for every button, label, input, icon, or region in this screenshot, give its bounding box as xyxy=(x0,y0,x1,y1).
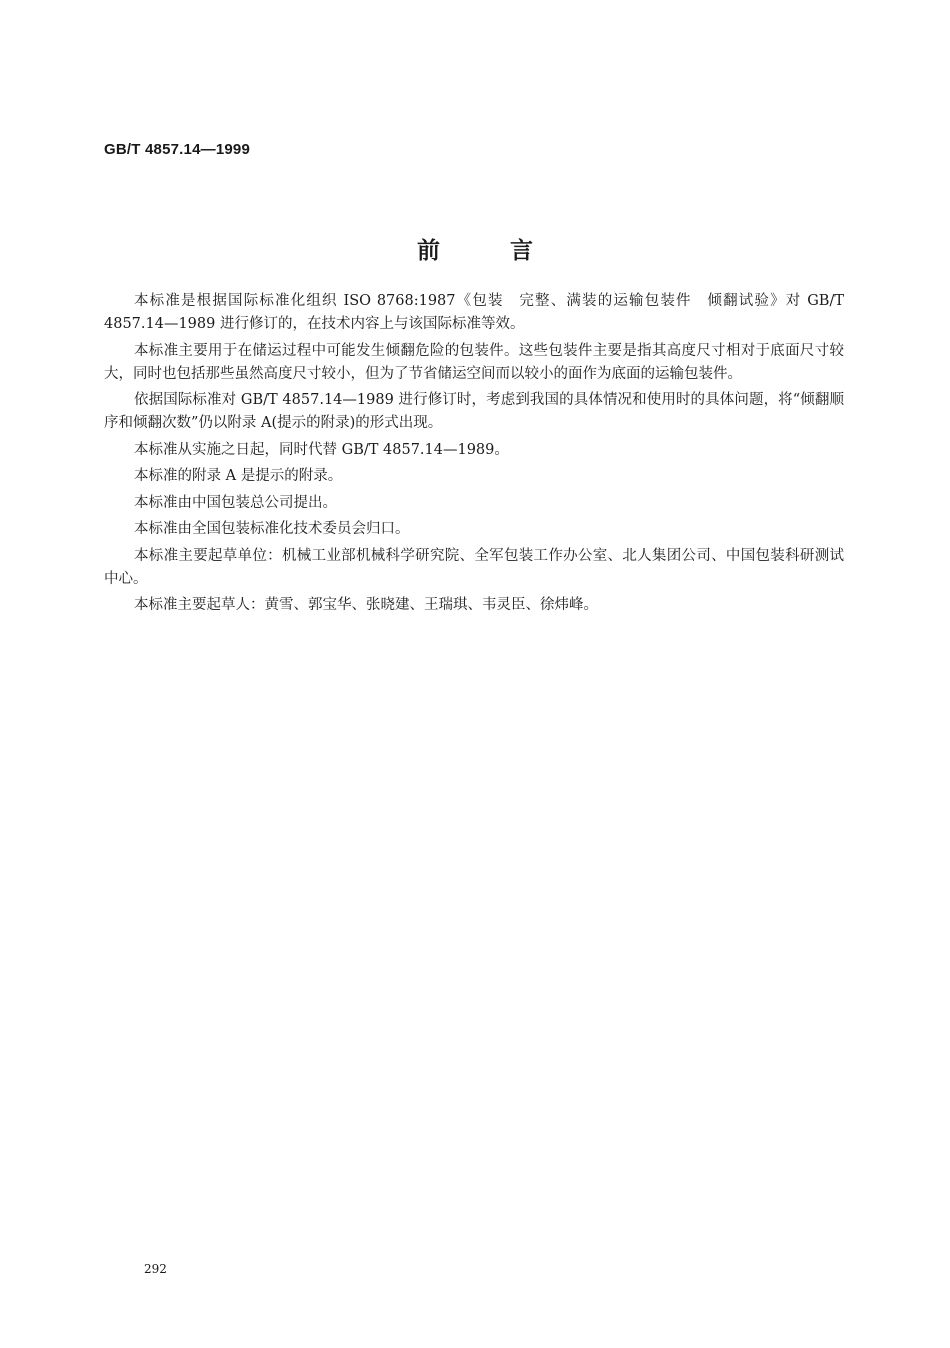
paragraph-1: 本标准是根据国际标准化组织 ISO 8768:1987《包装 完整、满装的运输包装件 倾翻试验》对 GB/T 4857.14—1989 进行修订的，在技术内容上与该国际标准等效。 xyxy=(104,293,844,332)
foreword-body xyxy=(104,290,844,621)
paragraph-5: 本标准的附录 A 是提示的附录。 xyxy=(134,468,343,484)
paragraph-7: 本标准由全国包装标准化技术委员会归口。 xyxy=(134,521,410,537)
standard-code: GB/T 4857.14—1999 xyxy=(104,141,250,158)
paragraph-4: 本标准从实施之日起，同时代替 GB/T 4857.14—1989。 xyxy=(134,441,509,458)
page-title-char-1: 前 xyxy=(417,238,440,264)
page-number: 292 xyxy=(144,1262,167,1276)
page-title xyxy=(0,232,950,265)
paragraph-2: 本标准主要用于在储运过程中可能发生倾翻危险的包装件。这些包装件主要是指其高度尺寸相对于底面尺寸较大，同时也包括那些虽然高度尺寸较小，但为了节省储运空间而以较小的面作为底面的运输包装件。 xyxy=(104,342,844,382)
paragraph-9: 本标准主要起草人：黄雪、郭宝华、张晓建、王瑞琪、韦灵臣、徐炜峰。 xyxy=(134,597,598,613)
paragraph-3: 依据国际标准对 GB/T 4857.14—1989 进行修订时，考虑到我国的具体情况和使用时的具体问题，将“倾翻顺序和倾翻次数”仍以附录 A(提示的附录)的形式出现。 xyxy=(104,392,844,431)
paragraph-6: 本标准由中国包装总公司提出。 xyxy=(134,494,337,511)
paragraph-8: 本标准主要起草单位：机械工业部机械科学研究院、全军包装工作办公室、北人集团公司、中国包装科研测试中心。 xyxy=(104,547,844,587)
page-title-char-2: 言 xyxy=(510,238,533,264)
